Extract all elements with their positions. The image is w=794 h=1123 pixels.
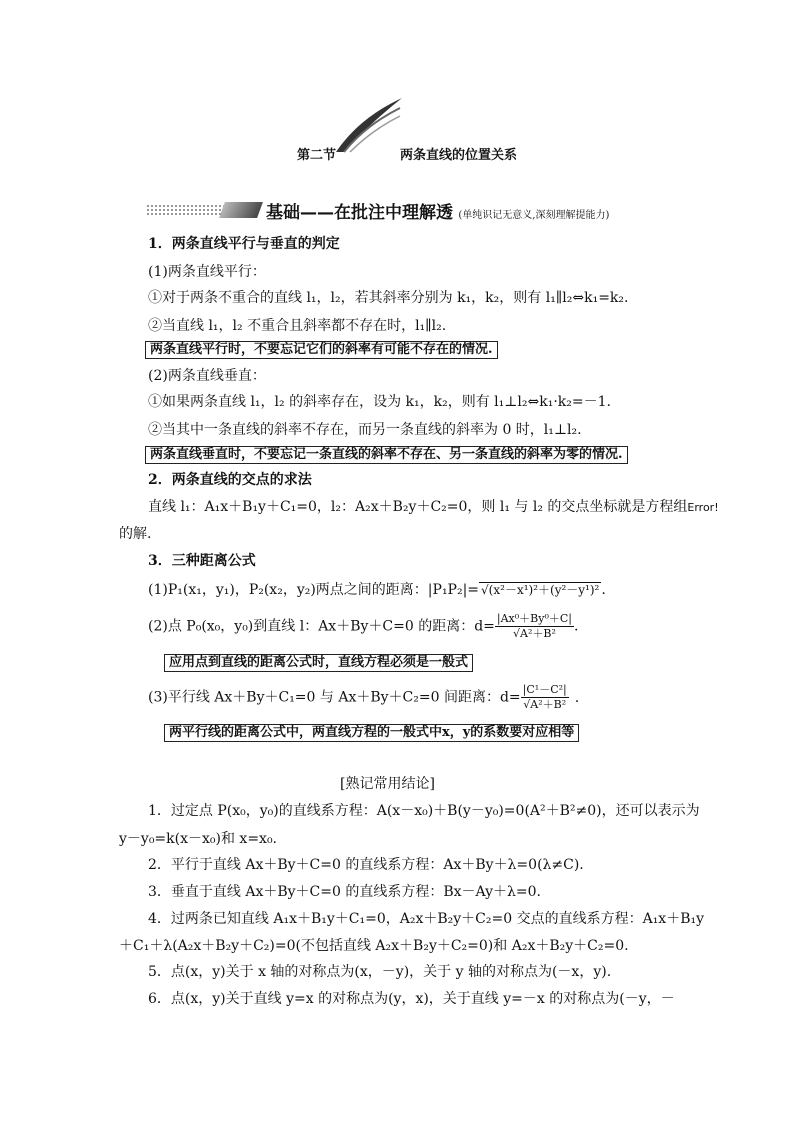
banner-main	[266, 198, 609, 223]
note-perpendicular: 两条直线垂直时，不要忘记一条直线的斜率不存在、另一条直线的斜率为零的情况.	[145, 446, 628, 464]
distance-2	[148, 612, 578, 641]
distance-1-end: .	[601, 582, 606, 598]
para-3-end: 的解.	[119, 526, 152, 542]
para-1a: ①对于两条不重合的直线 l₁，l₂，若其斜率分别为 k₁，k₂，则有 l₁∥l₂⇔k₁=k₂.	[148, 290, 629, 306]
conclusion-5: 5．点(x，y)关于 x 轴的对称点为(x，－y)，关于 y 轴的对称点为(－x，y).	[148, 964, 612, 980]
banner-dots	[146, 204, 224, 216]
page-title: 两条直线的位置关系	[400, 148, 518, 163]
para-1: (1)两条直线平行：	[148, 264, 266, 280]
distance-2-fraction	[495, 612, 574, 641]
banner-slant	[219, 202, 263, 218]
conclusion-3: 3．垂直于直线 Ax＋By＋C=0 的直线系方程：Bx－Ay＋λ=0.	[148, 884, 541, 900]
conclusion-1a: 1．过定点 P(x₀，y₀)的直线系方程：A(x－x₀)＋B(y－y₀)=0(A²＋B²≠0)，还可以表示为	[148, 803, 700, 819]
distance-1-text: (1)P₁(x₁，y₁)，P₂(x₂，y₂)两点之间的距离：|P₁P₂|=	[148, 582, 480, 598]
distance-1	[148, 580, 606, 600]
conclusion-4a: 4．过两条已知直线 A₁x＋B₁y＋C₁=0，A₂x＋B₂y＋C₂=0 交点的直线系方程：A₁x＋B₁y	[148, 911, 705, 927]
para-3-error: Error!	[687, 501, 719, 514]
para-2b: ②当其中一条直线的斜率不存在，而另一条直线的斜率为 0 时，l₁⊥l₂.	[148, 422, 582, 438]
note-point-line: 应用点到直线的距离公式时，直线方程必须是一般式	[164, 654, 473, 672]
distance-2-numerator: |Ax⁰＋By⁰＋C|	[496, 612, 572, 625]
distance-2-end: .	[573, 618, 579, 635]
distance-3-text: (3)平行线 Ax＋By＋C₁=0 与 Ax＋By＋C₂=0 间距离：d=	[148, 689, 521, 706]
conclusion-6: 6．点(x，y)关于直线 y=x 的对称点为(y，x)，关于直线 y=－x 的对称点为(－y，－	[148, 991, 675, 1007]
para-3-text: 直线 l₁：A₁x＋B₁y＋C₁=0，l₂：A₂x＋B₂y＋C₂=0，则 l₁ 与 l₂ 的交点坐标就是方程组	[148, 499, 688, 515]
distance-2-text: (2)点 P₀(x₀，y₀)到直线 l：Ax＋By＋C=0 的距离：d=	[148, 618, 495, 635]
swoosh-logo	[330, 96, 410, 156]
distance-3-denominator: √A²＋B²	[523, 698, 567, 711]
distance-1-formula: √(x²－x¹)²＋(y²－y¹)²	[481, 583, 600, 597]
note-parallel: 两条直线平行时，不要忘记它们的斜率有可能不存在的情况.	[145, 341, 498, 359]
heading-1: 1．两条直线平行与垂直的判定	[148, 236, 340, 252]
conclusions-title: [熟记常用结论]	[340, 776, 435, 792]
heading-3: 3．三种距离公式	[148, 553, 256, 569]
banner-sub: (单纯识记无意义,深刻理解提能力)	[458, 210, 610, 221]
section-label: 第二节	[297, 148, 337, 163]
banner-text: 基础——在批注中理解透	[266, 203, 453, 223]
distance-2-denominator: √A²＋B²	[513, 627, 556, 640]
note-parallel-distance: 两平行线的距离公式中，两直线方程的一般式中x，y的系数要对应相等	[164, 724, 579, 742]
conclusion-4b: ＋C₁＋λ(A₂x＋B₂y＋C₂)=0(不包括直线 A₂x＋B₂y＋C₂=0)和 A₂x＋B₂y＋C₂=0.	[119, 938, 629, 954]
distance-3-end: .	[574, 689, 580, 706]
para-2: (2)两条直线垂直：	[148, 368, 266, 384]
heading-2: 2．两条直线的交点的求法	[148, 472, 312, 488]
para-2a: ①如果两条直线 l₁，l₂ 的斜率存在，设为 k₁，k₂，则有 l₁⊥l₂⇔k₁·k₂=－1.	[148, 394, 611, 410]
para-3	[148, 497, 719, 518]
distance-3	[148, 683, 579, 712]
distance-3-numerator: |C¹－C²|	[522, 683, 567, 696]
conclusion-2: 2．平行于直线 Ax＋By＋C=0 的直线系方程：Ax＋By＋λ=0(λ≠C).	[148, 857, 584, 873]
conclusion-1b: y－y₀=k(x－x₀)和 x=x₀.	[119, 831, 278, 847]
distance-3-fraction	[521, 683, 569, 712]
para-1b: ②当直线 l₁，l₂ 不重合且斜率都不存在时，l₁∥l₂.	[148, 318, 447, 334]
